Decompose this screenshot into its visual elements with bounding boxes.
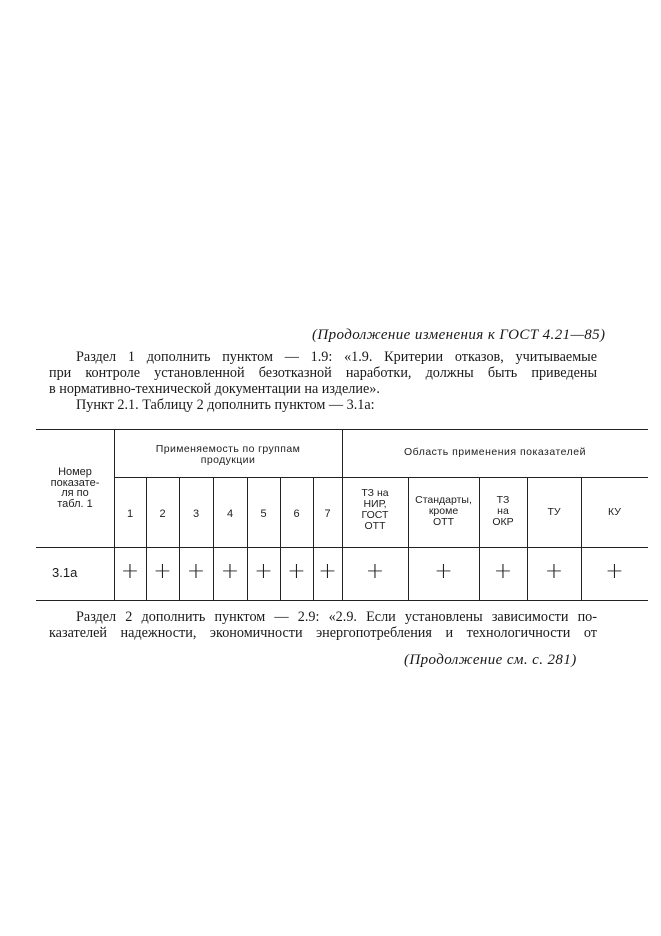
- row-cell-group-1: +: [120, 559, 140, 584]
- table-subheader-rule: [114, 477, 648, 478]
- group-number-6: 6: [293, 508, 300, 520]
- group-number-2: 2: [159, 508, 166, 520]
- indicator-table: [36, 429, 648, 601]
- number-header-line: показате-: [50, 476, 100, 489]
- area-col-tz-nir: [342, 488, 408, 532]
- row-cell-tu: +: [544, 559, 564, 584]
- row-cell-ku: +: [605, 559, 624, 584]
- area-col-line: ОКР: [492, 516, 514, 528]
- continuation-header: (Продолжение изменения к ГОСТ 4.21—85): [312, 327, 606, 343]
- row-cell-group-2: +: [153, 559, 172, 584]
- number-header-line: табл. 1: [57, 497, 93, 510]
- area-col-line: НИР,: [363, 498, 387, 510]
- area-col-line: ГОСТ: [361, 509, 389, 521]
- area-col-line: ТУ: [547, 506, 561, 518]
- area-col-line: кроме: [428, 505, 459, 517]
- row-cell-group-4: +: [220, 559, 240, 584]
- area-col-line: Стандарты,: [415, 494, 472, 506]
- area-col-ku: [581, 507, 648, 518]
- section1-line4: Пункт 2.1. Таблицу 2 дополнить пунктом — 3.1а:: [76, 397, 375, 413]
- section1-line1: Раздел 1 дополнить пунктом — 1.9: «1.9. Критерии отказов, учитываемые: [76, 349, 597, 365]
- section2-line1: Раздел 2 дополнить пунктом — 2.9: «2.9. Если установлены зависимости по-: [76, 609, 597, 625]
- area-application-header: Область применения показателей: [404, 446, 586, 458]
- area-col-tu: [527, 507, 581, 518]
- area-col-line: ТЗ на: [361, 487, 389, 499]
- number-header-line: ля по: [61, 487, 89, 499]
- group-number-1: 1: [126, 508, 134, 520]
- group-number-7: 7: [324, 508, 331, 520]
- area-col-tz-okr: [479, 495, 527, 528]
- row-cell-group-7: +: [318, 559, 337, 584]
- row-cell-group-6: +: [287, 559, 306, 584]
- group-header-line: продукции: [200, 454, 256, 466]
- number-header-line: Номер: [58, 466, 92, 478]
- area-col-line: ТЗ: [496, 494, 510, 506]
- area-col-standards: [408, 495, 479, 528]
- row-cell-group-5: +: [254, 559, 273, 584]
- table-bottom-rule: [36, 600, 648, 601]
- area-col-line: КУ: [608, 506, 621, 518]
- group-number-3: 3: [192, 508, 200, 520]
- area-col-line: на: [497, 505, 509, 517]
- section1-line3: в нормативно-технической документации на изделие».: [49, 381, 380, 397]
- section1-line2: при контроле установленной безотказной наработки, должны быть приведены: [49, 365, 597, 381]
- section2-line2: казателей надежности, экономичности энергопотребления и технологичности от: [49, 625, 597, 641]
- group-applicability-header: [114, 444, 342, 466]
- row-cell-group-3: +: [186, 559, 206, 584]
- row-cell-tz-nir: +: [365, 559, 385, 584]
- continuation-footer: (Продолжение см. с. 281): [404, 652, 577, 668]
- group-number-5: 5: [260, 508, 267, 520]
- area-col-line: ОТТ: [364, 520, 386, 532]
- group-number-4: 4: [226, 508, 234, 520]
- group-header-line: Применяемость по группам: [155, 443, 301, 455]
- area-col-line: ОТТ: [433, 516, 454, 528]
- row-cell-standards: +: [434, 559, 453, 584]
- row-label: 3.1а: [52, 565, 78, 580]
- number-column-header: [36, 467, 114, 509]
- row-cell-tz-okr: +: [493, 559, 513, 584]
